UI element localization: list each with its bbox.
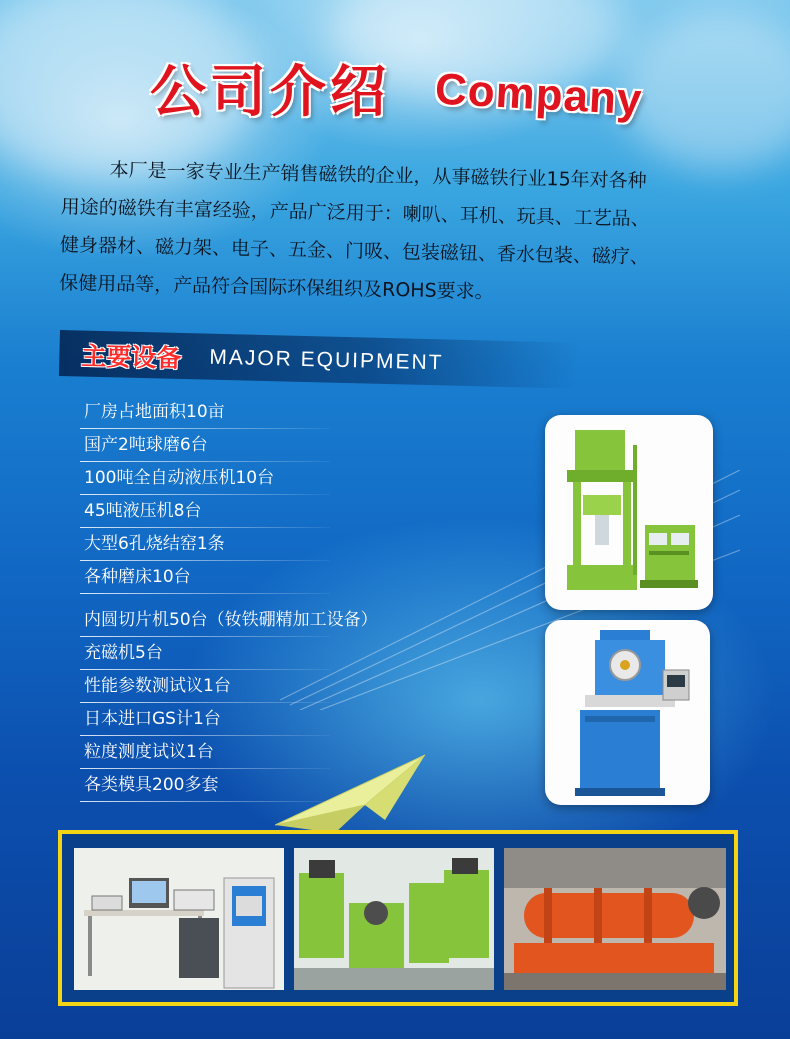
equipment-item: 性能参数测试议1台 [84,672,444,705]
grinding-machines-illustration [294,848,494,990]
intro-line: 保健用品等，产品符合国际环保组织及ROHS要求。 [58,271,494,304]
ball-mill-illustration [504,848,726,990]
section-header [59,330,580,389]
equipment-item: 充磁机5台 [84,639,444,672]
equipment-item: 日本进口GS计1台 [84,705,444,738]
test-station-photo [74,848,284,990]
equipment-item: 45吨液压机8台 [84,497,444,530]
equipment-photo-strip [58,830,738,1006]
title-chinese: 公司介绍 [150,59,390,125]
intro-line: 健身器材、磁力架、电子、五金、门吸、包装磁钮、香水包装、磁疗、 [59,233,650,269]
grinding-machines-photo [294,848,494,990]
test-station-illustration [74,848,284,990]
equipment-item: 100吨全自动液压机10台 [84,464,444,497]
hydraulic-press-illustration [545,415,713,610]
equipment-item: 各类模具200多套 [84,771,444,804]
equipment-item: 国产2吨球磨6台 [84,431,444,464]
intro-line: 用途的磁铁有丰富经验，产品广泛用于：喇叭、耳机、玩具、工艺品、 [60,195,650,231]
page-title [150,48,690,128]
ball-mill-photo [504,848,726,990]
slicing-machine-illustration [545,620,710,805]
equipment-item: 大型6孔烧结窑1条 [84,530,444,563]
slicing-machine-image [545,620,710,805]
section-title-english: MAJOR EQUIPMENT [209,345,444,375]
hydraulic-press-image [545,415,713,610]
section-title-chinese: 主要设备 [81,341,182,373]
equipment-item: 内圆切片机50台（钕铁硼精加工设备） [84,606,444,639]
equipment-list [84,398,444,804]
title-english: Company [433,64,644,125]
equipment-item: 厂房占地面积10亩 [84,398,444,431]
intro-line: 本厂是一家专业生产销售磁铁的企业，从事磁铁行业15年对各种 [109,159,647,193]
equipment-item: 各种磨床10台 [84,563,444,596]
equipment-item: 粒度测度试议1台 [84,738,444,771]
company-intro [59,150,752,316]
